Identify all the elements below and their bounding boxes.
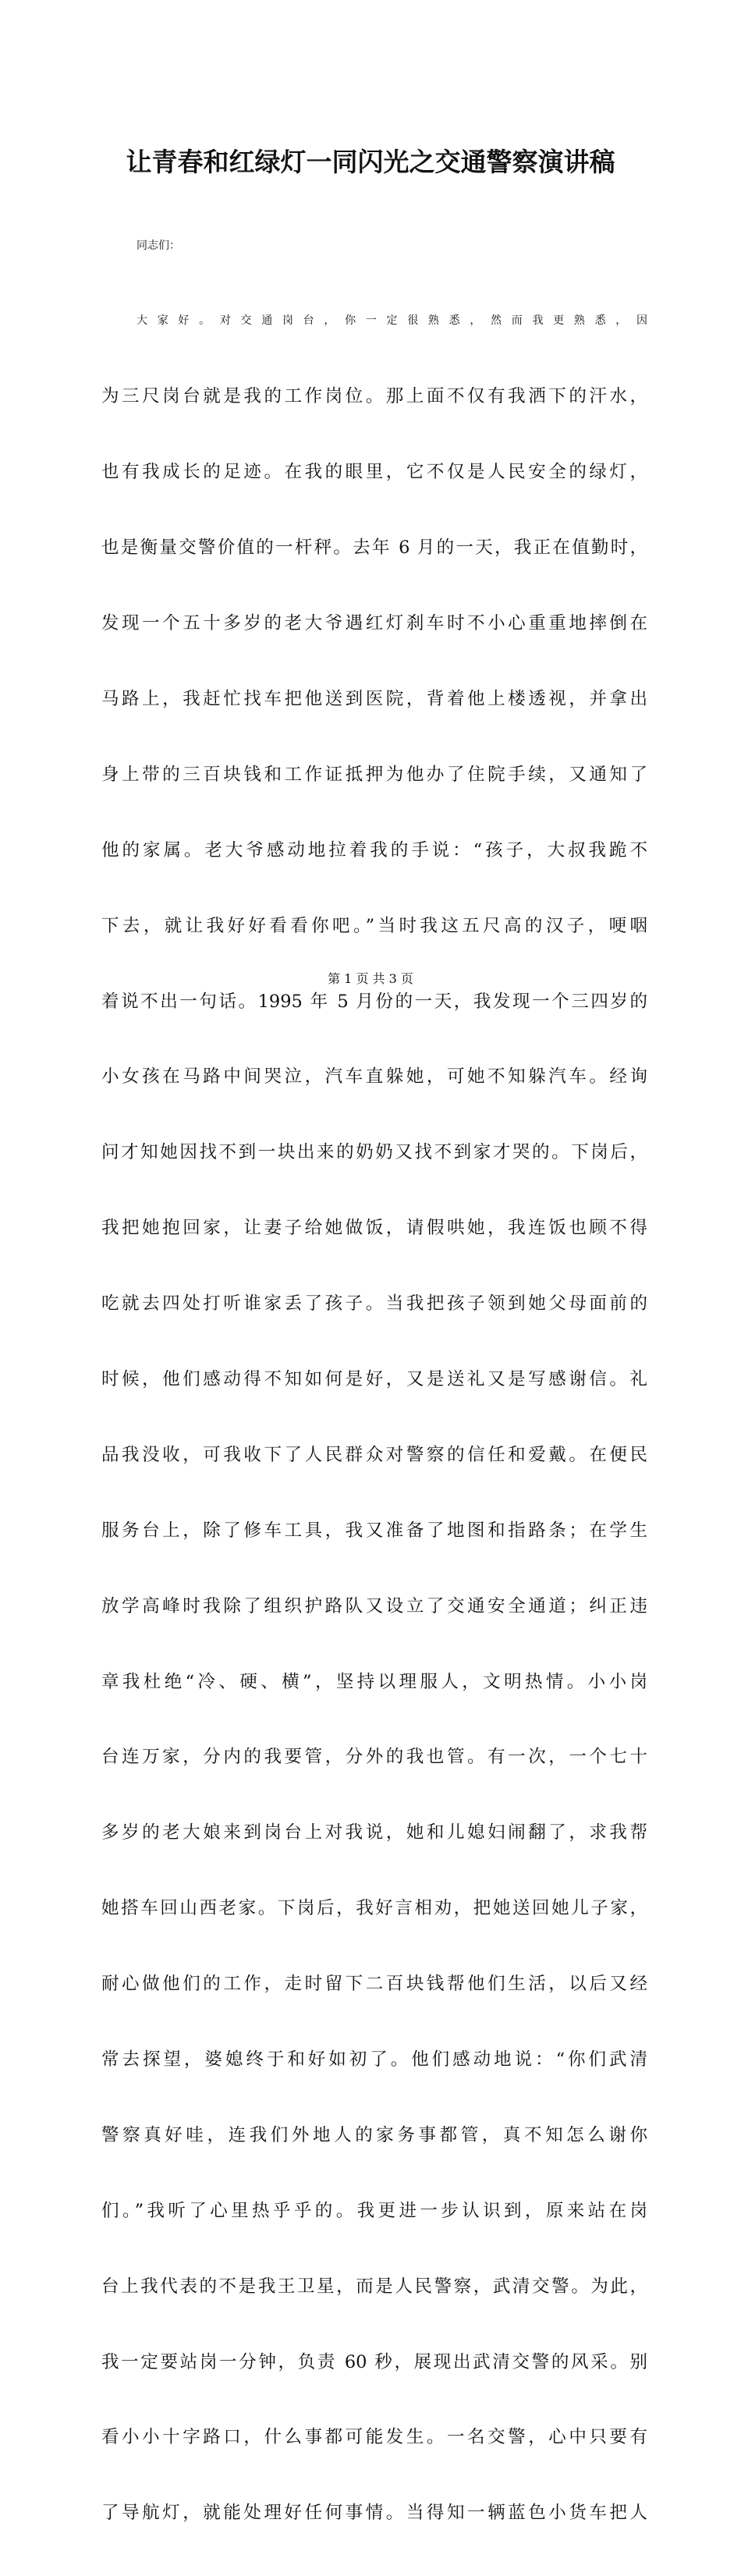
- paragraph-line: 他的家属。老大爷感动地拉着我的手说：“孩子，大叔我跪不: [101, 839, 647, 860]
- page-number-footer: 第 1 页 共 3 页: [328, 971, 413, 986]
- paragraph-line: 她搭车回山西老家。下岗后，我好言相劝，把她送回她儿子家，: [101, 1898, 647, 1919]
- paragraph-line: 下去，就让我好好看看你吧。”当时我这五尺高的汉子，哽咽: [101, 915, 647, 936]
- paragraph-line: 台连万家，分内的我要管，分外的我也管。有一次，一个七十: [101, 1747, 647, 1768]
- paragraph-line: 也是衡量交警价值的一杆秤。去年 6 月的一天，我正在值勤时，: [101, 538, 647, 559]
- paragraph-line: 身上带的三百块钱和工作证抵押为他办了住院手续，又通知了: [101, 764, 647, 785]
- paragraph-line: 发现一个五十多岁的老大爷遇红灯刹车时不小心重重地摔倒在: [101, 613, 647, 634]
- paragraph-line: 吃就去四处打听谁家丢了孩子。当我把孩子领到她父母面前的: [101, 1293, 647, 1315]
- document-title: 让青春和红绿灯一同闪光之交通警察演讲稿: [126, 147, 615, 177]
- paragraph-line: 时候，他们感动得不知如何是好，又是送礼又是写感谢信。礼: [101, 1368, 647, 1389]
- paragraph-line: 放学高峰时我除了组织护路队又设立了交通安全通道；纠正违: [101, 1595, 647, 1616]
- paragraph-line: 了导航灯，就能处理好任何事情。当得知一辆蓝色小货车把人: [101, 2503, 647, 2524]
- paragraph-line: 常去探望，婆媳终于和好如初了。他们感动地说：“你们武清: [101, 2049, 647, 2070]
- paragraph-line: 耐心做他们的工作，走时留下二百块钱帮他们生活，以后又经: [101, 1974, 647, 1995]
- paragraph-line: 大家好。对交通岗台，你一定很熟悉，然而我更熟悉，因: [136, 314, 647, 328]
- paragraph-line: 我一定要站岗一分钟，负责 60 秒，展现出武清交警的风采。别: [101, 2351, 647, 2372]
- paragraph-line: 警察真好哇，连我们外地人的家务事都管，真不知怎么谢你: [101, 2124, 647, 2145]
- paragraph-line: 为三尺岗台就是我的工作岗位。那上面不仅有我洒下的汗水，: [101, 386, 647, 407]
- paragraph-line: 台上我代表的不是我王卫星，而是人民警察，武清交警。为此，: [101, 2276, 647, 2297]
- paragraph-line: 品我没收，可我收下了人民群众对警察的信任和爱戴。在便民: [101, 1444, 647, 1465]
- paragraph-line: 多岁的老大娘来到岗台上对我说，她和儿媳妇闹翻了，求我帮: [101, 1822, 647, 1843]
- paragraph-line: 也有我成长的足迹。在我的眼里，它不仅是人民安全的绿灯，: [101, 462, 647, 483]
- salutation: 同志们：: [136, 239, 180, 252]
- paragraph-line: 们。”我听了心里热乎乎的。我更进一步认识到，原来站在岗: [101, 2200, 647, 2221]
- speech-body: [101, 183, 647, 2576]
- paragraph-line: 章我杜绝“冷、硬、横”，坚持以理服人，文明热情。小小岗: [101, 1671, 647, 1692]
- paragraph-line: 服务台上，除了修车工具，我又准备了地图和指路条；在学生: [101, 1520, 647, 1541]
- paragraph-line: 问才知她因找不到一块出来的奶奶又找不到家才哭的。下岗后，: [101, 1142, 647, 1163]
- paragraph-line: 小女孩在马路中间哭泣，汽车直躲她，可她不知躲汽车。经询: [101, 1066, 647, 1088]
- paragraph-line: 马路上，我赶忙找车把他送到医院，背着他上楼透视，并拿出: [101, 688, 647, 709]
- paragraph-line: 我把她抱回家，让妻子给她做饭，请假哄她，我连饭也顾不得: [101, 1218, 647, 1239]
- paragraph-line: 看小小十字路口，什么事都可能发生。一名交警，心中只要有: [101, 2427, 647, 2448]
- paragraph-line: 着说不出一句话。1995 年 5 月份的一天，我发现一个三四岁的: [101, 991, 647, 1012]
